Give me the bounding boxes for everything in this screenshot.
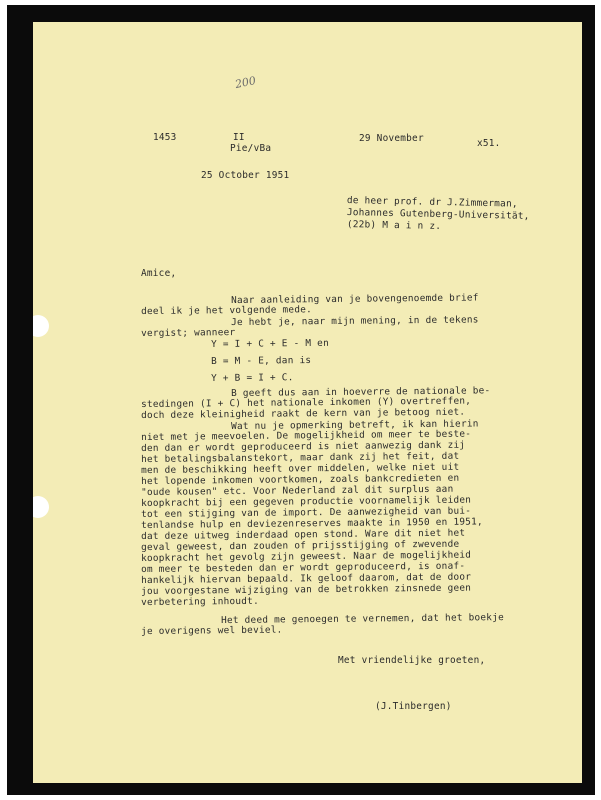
body-line: tot een stijging van de import. De aanwezigheid van bui- xyxy=(141,505,472,520)
file-number: 1453 xyxy=(153,132,177,143)
body-line: geval geweest, dan zouden of prijsstijging of zwevende xyxy=(141,538,460,553)
body-line: koopkracht bij een gegeven productie voornamelijk leiden xyxy=(141,494,472,509)
letter-page xyxy=(33,22,582,783)
body-line: den dan er wordt geproduceerd is niet aanwezig dank zij xyxy=(141,439,466,454)
letter-date: 25 October 1951 xyxy=(201,170,290,181)
body-line: tenlandse hulp en deviezenreserves maakte in 1950 en 1951, xyxy=(141,516,483,531)
salutation: Amice, xyxy=(141,268,177,279)
body-line: om meer te besteden dan er wordt geproduceerd, is onaf- xyxy=(141,560,466,575)
body-line: Wat nu je opmerking betreft, ik kan hierin xyxy=(231,418,479,432)
signature: (J.Tinbergen) xyxy=(375,701,452,712)
body-line: niet met je meevoelen. De mogelijkheid om meer te beste- xyxy=(141,428,472,443)
body-line: dat deze uitweg inderdaad open stond. Ware dit niet het xyxy=(141,527,466,542)
recipient-line: de heer prof. dr J.Zimmerman, xyxy=(346,195,518,210)
body-line: het lopende inkomen voortkomen, zoals bankcredieten en xyxy=(141,472,460,487)
closing: Met vriendelijke groeten, xyxy=(338,655,486,666)
recipient-line: (22b) M a i n z. xyxy=(346,219,442,232)
recipient-line: Johannes Gutenberg-Universität, xyxy=(346,207,530,222)
received-date: 29 November xyxy=(359,133,424,144)
body-line: men de beschikking heeft over middelen, welke niet uit xyxy=(141,461,460,476)
body-line: stedingen (I + C) het nationale inkomen (Y) overtreffen, xyxy=(141,395,472,410)
body-line: vergist; wanneer xyxy=(141,327,236,339)
body-line: B geeft dus aan in hoeverre de nationale be- xyxy=(231,385,491,399)
formula-line: B = M - E, dan is xyxy=(211,354,312,367)
pencil-annotation: 200 xyxy=(233,73,258,92)
body-line: Het deed me genoegen te vernemen, dat het boekje xyxy=(221,612,505,626)
body-line: koopkracht het gevolg zijn geweest. Naar de mogelijkheid xyxy=(141,549,472,564)
formula-line: Y = I + C + E - M en xyxy=(211,337,329,350)
initials: Pie/vBa xyxy=(230,143,272,154)
body-line: je overigens wel beviel. xyxy=(141,624,283,637)
section-number: II xyxy=(233,132,245,143)
body-line: verbetering inhoudt. xyxy=(141,595,259,608)
body-line: hankelijk hiervan bepaald. Ik geloof daarom, dat de door xyxy=(141,571,472,586)
body-line: Je hebt je, naar mijn mening, in de tekens xyxy=(231,314,479,328)
body-line: het betalingsbalanstekort, maar dank zij het feit, dat xyxy=(141,450,460,465)
body-line: Naar aanleiding van je bovengenoemde brief xyxy=(231,292,479,306)
punch-hole xyxy=(33,496,49,518)
body-line: "oude kousen" etc. Voor Nederland zal dit surplus aan xyxy=(141,483,454,498)
body-line: jou voorgestane wijziging van de betrokken zinsnede geen xyxy=(141,582,472,597)
punch-hole xyxy=(33,315,49,337)
formula-line: Y + B = I + C. xyxy=(211,372,294,384)
body-line: doch deze kleinigheid raakt de kern van je betoog niet. xyxy=(141,406,466,421)
body-line: deel ik je het volgende mede. xyxy=(141,304,313,317)
scan-frame xyxy=(7,5,595,795)
received-suffix: x51. xyxy=(477,138,501,149)
